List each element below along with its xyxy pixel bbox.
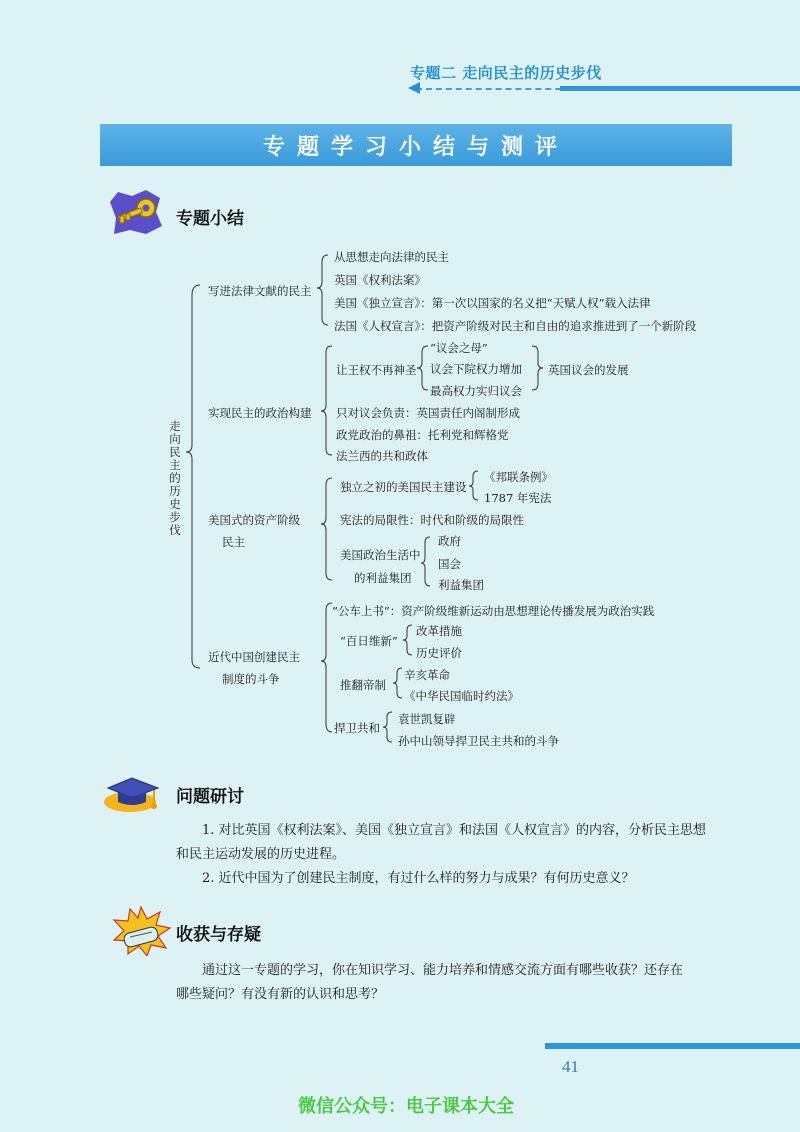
branch-2-subitem: 最高权力实归议会 bbox=[430, 384, 522, 398]
watermark: 微信公众号：电子课本大全 bbox=[298, 1096, 514, 1117]
branch-4-sub: 推翻帝制 bbox=[340, 678, 386, 692]
question-2: 2. 近代中国为了创建民主制度，有过什么样的努力与成果？有何历史意义？ bbox=[202, 871, 635, 886]
branch-4-subitem: 孙中山领导捍卫民主共和的斗争 bbox=[398, 734, 559, 748]
branch-4-sub: “百日维新” bbox=[340, 634, 398, 648]
branch-4-subitem: 袁世凯复辟 bbox=[398, 712, 456, 726]
branch-3-sub: 独立之初的美国民主建设 bbox=[340, 480, 467, 494]
branch-3-subitem: 1787 年宪法 bbox=[484, 491, 552, 505]
branch-2-item: 法兰西的共和政体 bbox=[336, 449, 428, 463]
branch-1-item: 美国《独立宣言》：第一次以国家的名义把“天赋人权”载入法律 bbox=[334, 296, 651, 310]
discussion-title: 问题研讨 bbox=[176, 787, 244, 807]
branch-4-item: “公车上书”：资产阶级维新运动由思想理论传播发展为政治实践 bbox=[332, 604, 655, 618]
branch-2-subitem: 议会下院权力增加 bbox=[430, 362, 522, 376]
page-number: 41 bbox=[562, 1057, 579, 1076]
branch-4-subitem: 改革措施 bbox=[416, 624, 462, 638]
graduation-cap-icon bbox=[100, 770, 166, 816]
branch-3-item: 宪法的局限性：时代和阶级的局限性 bbox=[340, 513, 524, 527]
branch-3-sub2item: 利益集团 bbox=[438, 578, 484, 592]
branch-4-sub: 捍卫共和 bbox=[334, 721, 380, 735]
key-icon bbox=[106, 188, 164, 238]
branch-2-item: 只对议会负责：英国责任内阁制形成 bbox=[336, 406, 520, 420]
chapter-title: 专题二 走向民主的历史步伐 bbox=[410, 64, 602, 82]
branch-2-subresult: 英国议会的发展 bbox=[548, 363, 629, 377]
branch-4-label-2: 制度的斗争 bbox=[222, 672, 280, 686]
header-rule bbox=[560, 86, 800, 91]
branch-3-sub2item: 政府 bbox=[438, 534, 461, 548]
burst-scroll-icon bbox=[110, 906, 172, 956]
section-banner bbox=[100, 124, 732, 166]
branch-3-label-2: 民主 bbox=[222, 535, 245, 549]
question-1-cont: 和民主运动发展的历史进程。 bbox=[176, 847, 346, 862]
branch-4-subitem: 历史评价 bbox=[416, 646, 462, 660]
reflection-text: 通过这一专题的学习，你在知识学习、能力培养和情感交流方面有哪些收获？还存在 bbox=[202, 963, 684, 978]
banner-title: 专题学习小结与测评 bbox=[262, 134, 569, 160]
footer-rule bbox=[545, 1043, 800, 1049]
header-arrow-icon bbox=[408, 82, 420, 94]
question-1: 1. 对比英国《权利法案》、美国《独立宣言》和法国《人权宣言》的内容，分析民主思想 bbox=[202, 823, 707, 838]
branch-3-sub2-line2: 的利益集团 bbox=[354, 571, 412, 585]
branch-1-item: 英国《权利法案》 bbox=[334, 273, 426, 287]
branch-3-label: 美国式的资产阶级 bbox=[208, 513, 300, 527]
branch-4-subitem: 《中华民国临时约法》 bbox=[404, 689, 519, 703]
map-root: 走向民主的历史步伐 bbox=[169, 419, 181, 537]
branch-3-sub2: 美国政治生活中 bbox=[340, 548, 421, 562]
branch-2-sub: 让王权不再神圣 bbox=[336, 363, 417, 377]
summary-title: 专题小结 bbox=[176, 209, 244, 229]
reflection-text-cont: 哪些疑问？有没有新的认识和思考？ bbox=[176, 987, 385, 1002]
branch-2-subitem: “议会之母” bbox=[430, 341, 488, 355]
branch-3-subitem: 《邦联条例》 bbox=[484, 470, 553, 484]
branch-4-subitem: 辛亥革命 bbox=[404, 668, 450, 682]
branch-4-label: 近代中国创建民主 bbox=[208, 650, 300, 664]
branch-1-item: 从思想走向法律的民主 bbox=[334, 250, 449, 264]
reflection-title: 收获与存疑 bbox=[176, 925, 261, 945]
branch-1-label: 写进法律文献的民主 bbox=[208, 284, 312, 298]
branch-3-sub2item: 国会 bbox=[438, 557, 461, 571]
branch-1-item: 法国《人权宣言》：把资产阶级对民主和自由的追求推进到了一个新阶段 bbox=[334, 319, 697, 333]
branch-2-label: 实现民主的政治构建 bbox=[208, 406, 312, 420]
branch-2-item: 政党政治的鼻祖：托利党和辉格党 bbox=[336, 428, 509, 442]
